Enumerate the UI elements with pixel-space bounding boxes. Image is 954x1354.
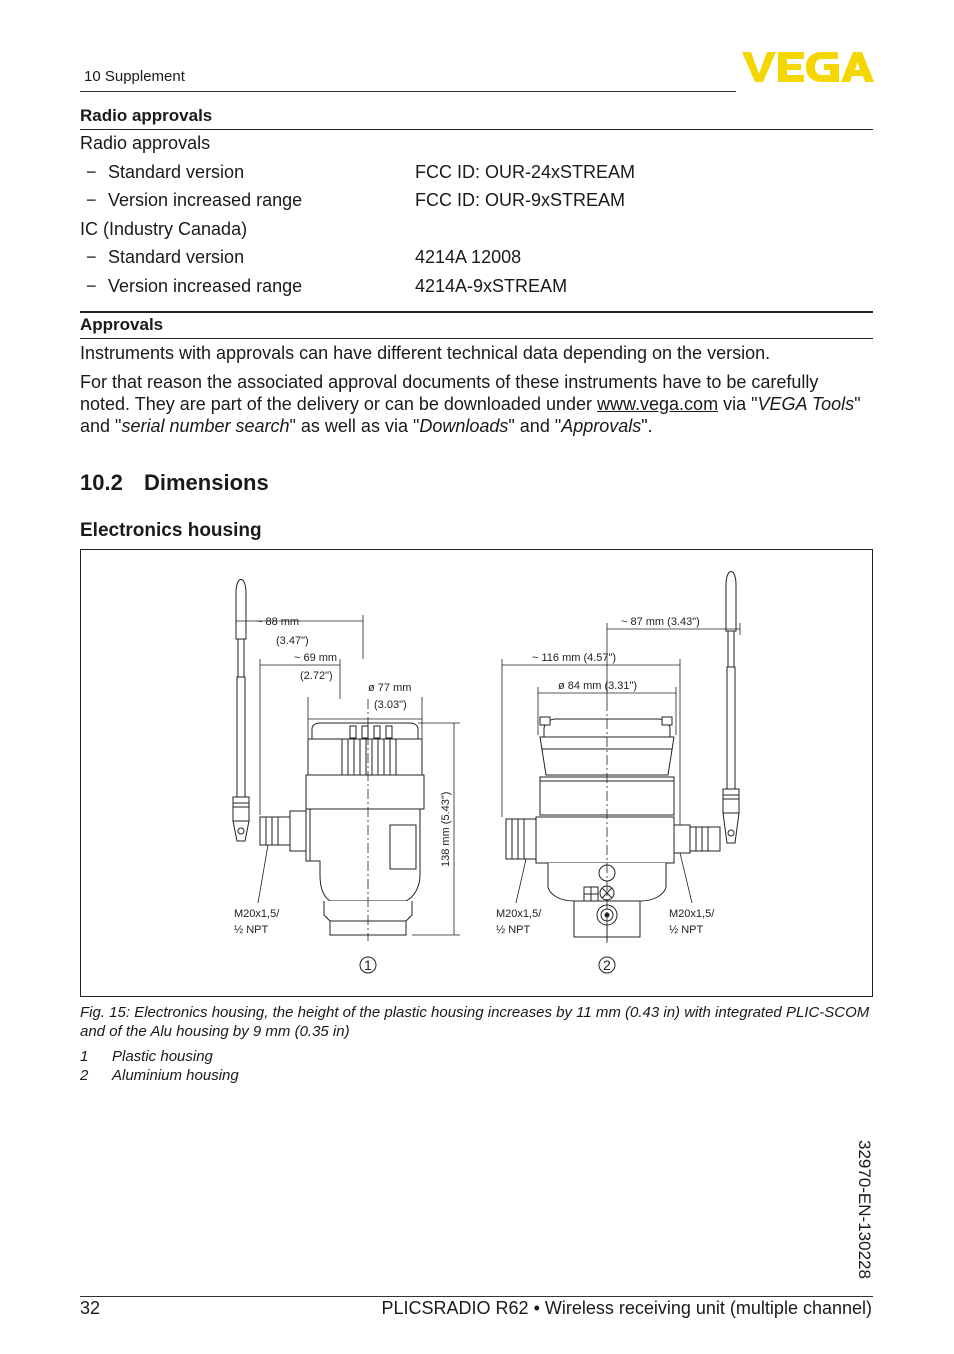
thread-label: ½ NPT [234, 924, 269, 936]
document-id: 32970-EN-130228 [855, 1140, 874, 1279]
row-label: Standard version [108, 247, 245, 267]
row-label: Version increased range [108, 276, 303, 296]
row-label: Standard version [108, 162, 245, 182]
row-label: Version increased range [108, 190, 303, 210]
approvals-heading: Approvals [80, 315, 164, 334]
section-number: 10.2 [80, 470, 123, 495]
list-item [86, 162, 244, 183]
row-value: FCC ID: OUR-24xSTREAM [415, 162, 636, 182]
footer-title: PLICSRADIO R62 • Wireless receiving unit (multiple channel) [381, 1298, 872, 1318]
figure-caption: Fig. 15: Electronics housing, the height of the plastic housing increases by 11 mm (0.43 in) with integrated PLIC-SCOM and of the Alu housing by 9 mm (0.35 in) [80, 1004, 870, 1040]
section-rule [80, 129, 873, 130]
row-value: 4214A-9xSTREAM [415, 276, 568, 296]
dim-label: ø 77 mm [368, 682, 412, 694]
dimension-drawing [80, 549, 873, 997]
row-value: 4214A 12008 [415, 247, 522, 267]
thread-label: M20x1,5/ [496, 908, 542, 920]
radio-approvals-label: Radio approvals [80, 133, 211, 153]
dim-label: ~ 69 mm [294, 652, 338, 664]
legend-item: 2 Aluminium housing [80, 1067, 239, 1084]
ic-label: IC (Industry Canada) [80, 219, 248, 239]
thread-label: ½ NPT [496, 924, 531, 936]
page-number: 32 [80, 1298, 101, 1318]
section-heading [80, 470, 269, 496]
header-divider [80, 91, 736, 92]
approvals-paragraph: For that reason the associated approval documents of these instruments have to be carefully noted. They are part of the delivery or can be downloaded under www.vega.com via "VEGA Tools" and "serial number search" as well as via "Downloads" and "Approvals". [80, 372, 861, 436]
dim-label: ~ 116 mm (4.57") [532, 652, 617, 664]
radio-approvals-heading: Radio approvals [80, 106, 213, 125]
dim-label: (3.03") [374, 699, 407, 711]
thread-label: ½ NPT [669, 924, 704, 936]
thread-label: M20x1,5/ [669, 908, 715, 920]
dim-label: ~ 87 mm (3.43") [621, 616, 700, 628]
row-value: FCC ID: OUR-9xSTREAM [415, 190, 626, 210]
section-title: Dimensions [144, 470, 269, 495]
section-rule [80, 311, 873, 313]
section-rule [80, 338, 873, 339]
dim-label: ~ 88 mm [256, 616, 300, 628]
dim-label: ø 84 mm (3.31") [558, 680, 638, 692]
subsection-heading: Electronics housing [80, 520, 262, 541]
figure-marker-2: 2 [603, 957, 611, 973]
dim-label: (3.47") [276, 635, 309, 647]
list-item [86, 247, 244, 268]
chapter-header: 10 Supplement [84, 68, 185, 85]
height-label: 138 mm (5.43") [440, 791, 452, 867]
approvals-paragraph: Instruments with approvals can have different technical data depending on the version. [80, 343, 771, 363]
dim-label: (2.72") [300, 670, 333, 682]
list-dash: − [86, 276, 97, 296]
list-item [86, 276, 302, 297]
legend-item: 1 Plastic housing [80, 1048, 213, 1065]
list-item [86, 190, 302, 211]
vega-website-link[interactable]: www.vega.com [597, 394, 719, 414]
list-dash: − [86, 162, 97, 182]
vega-logo [742, 50, 874, 84]
list-dash: − [86, 190, 97, 210]
figure-marker-1: 1 [364, 957, 372, 973]
thread-label: M20x1,5/ [234, 908, 280, 920]
footer-divider [80, 1296, 873, 1297]
list-dash: − [86, 247, 97, 267]
